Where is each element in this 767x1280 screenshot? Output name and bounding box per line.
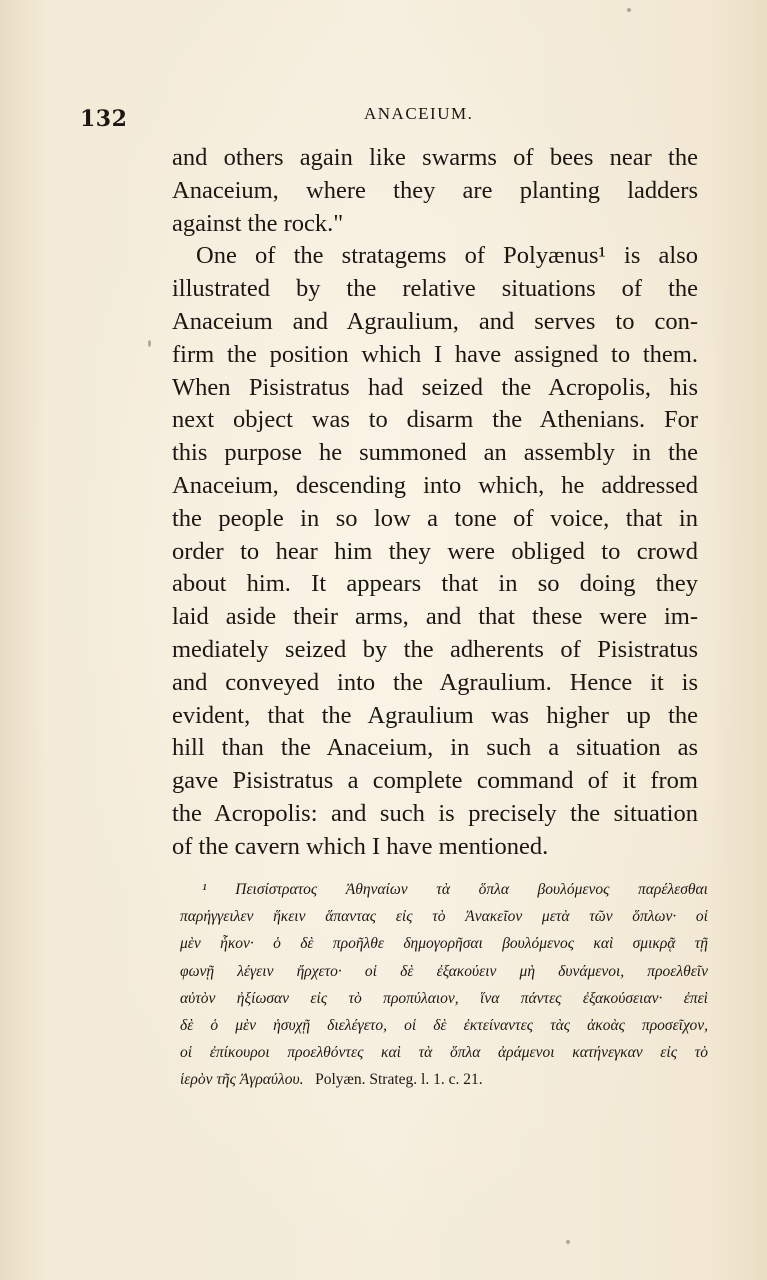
text-line: When Pisistratus had seized the Acropolis, his [172, 373, 698, 401]
footnote-line: μὲν ἧκον· ὁ δὲ προῆλθε δημογορῆσαι βουλόμενος καὶ σμικρᾷ τῇ [180, 935, 708, 953]
footnote-line-last [180, 1066, 708, 1093]
footnote-line: φωνῇ λέγειν ἤρχετο· οἱ δὲ ἐξακούειν μὴ δυνάμενοι, προελθεῖν [180, 962, 708, 980]
text-line: One of the stratagems of Polyænus¹ is also [196, 242, 698, 270]
text-line: and others again like swarms of bees near the [172, 144, 698, 171]
text-line: hill than the Anaceium, in such a situation as [172, 734, 698, 762]
text-line: laid aside their arms, and that these were im- [172, 603, 698, 631]
text-line: Anaceium, descending into which, he addressed [172, 471, 698, 499]
text-line: of the cavern which I have mentioned. [172, 832, 549, 860]
text-line: mediately seized by the adherents of Pisistratus [172, 635, 698, 663]
text-line: about him. It appears that in so doing they [172, 570, 698, 598]
footnote-greek-end: ἱερὸν τῆς Ἀγραύλου. [180, 1071, 304, 1089]
text-line: firm the position which I have assigned to them. [172, 340, 698, 368]
text-line: against the rock." [172, 209, 344, 237]
text-line: the people in so low a tone of voice, that in [172, 504, 698, 532]
footnote-line: ¹ Πεισίστρατος Ἀθηναίων τὰ ὅπλα βουλόμενος παρέλεσθαι [202, 881, 708, 898]
text-line: gave Pisistratus a complete command of it from [172, 767, 698, 795]
running-title: ANACEIUM. [364, 104, 474, 123]
footnote-line: δὲ ὁ μὲν ἡσυχῇ διελέγετο, οἱ δὲ ἐκτείναντες τὰς ἀκοὰς προσεῖχον, [180, 1016, 708, 1034]
text-line: order to hear him they were obliged to crowd [172, 537, 698, 565]
footnote-line: αὐτὸν ἠξίωσαν εἰς τὸ προπύλαιον, ἵνα πάντες ἐξακούσειαν· ἐπεὶ [180, 989, 708, 1007]
text-line: and conveyed into the Agraulium. Hence it is [172, 668, 698, 696]
body-text [172, 142, 712, 864]
footnote-reference: Polyæn. Strateg. l. 1. c. 21. [315, 1071, 483, 1089]
text-line: Anaceium, where they are planting ladders [172, 176, 698, 204]
paper-speck [148, 340, 151, 347]
paper-speck [566, 1240, 570, 1244]
footnote-line: οἱ ἐπίκουροι προελθόντες καὶ τὰ ὅπλα ἀράμενοι κατήνεγκαν εἰς τὸ [180, 1044, 708, 1062]
text-line: Anaceium and Agraulium, and serves to con- [172, 307, 698, 335]
text-line: next object was to disarm the Athenians. For [172, 406, 698, 434]
footnote [180, 876, 712, 1094]
text-line: the Acropolis: and such is precisely the situation [172, 799, 698, 827]
paper-speck [627, 8, 631, 12]
page-number: 132 [80, 106, 128, 132]
text-line: illustrated by the relative situations of the [172, 275, 698, 303]
footnote-line: παρήγγειλεν ἥκειν ἅπαντας εἰς τὸ Ἀνακεῖον μετὰ τῶν ὅπλων· οἱ [180, 908, 708, 926]
text-line: evident, that the Agraulium was higher up the [172, 701, 698, 729]
text-line: this purpose he summoned an assembly in the [172, 439, 698, 467]
